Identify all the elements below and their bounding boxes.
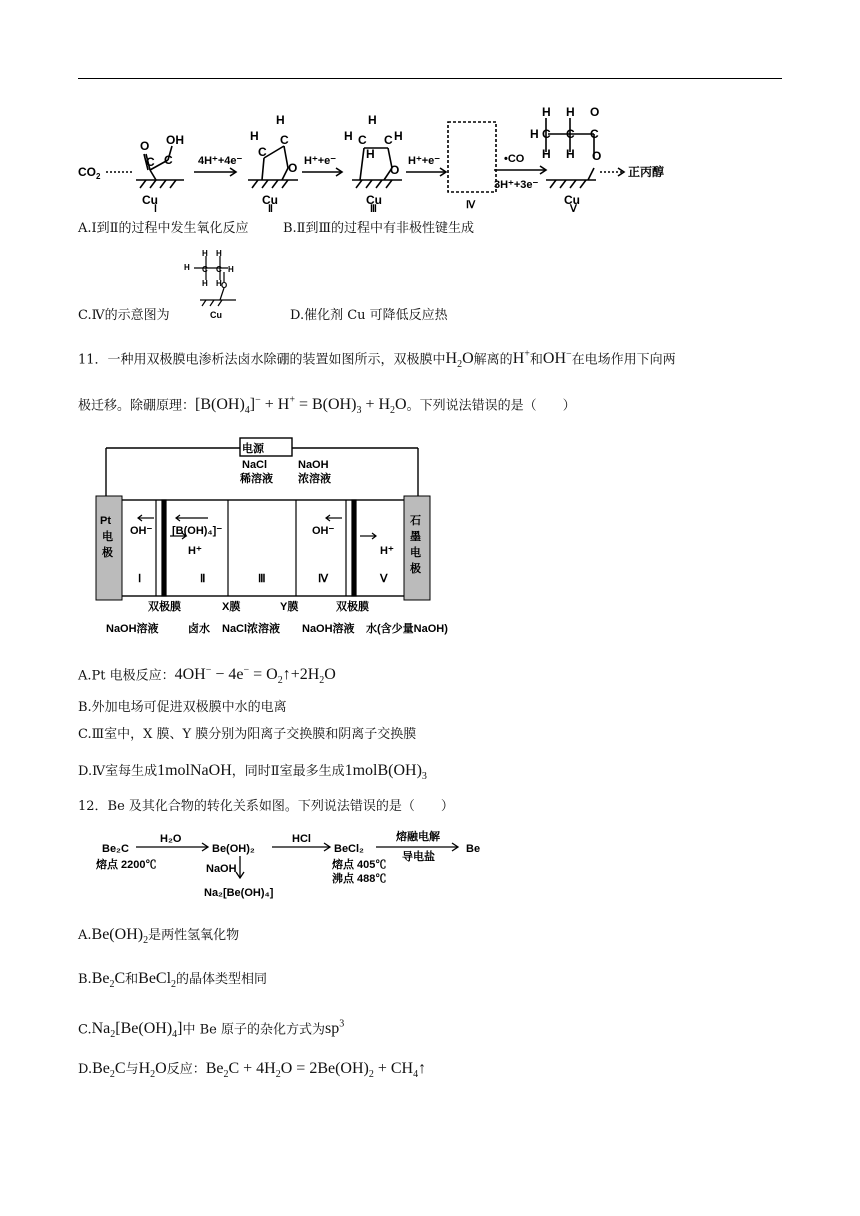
q10-option-c-structure <box>180 248 240 320</box>
header-rule <box>78 78 782 79</box>
svg-text:NaOH溶液: NaOH溶液 <box>106 623 159 635</box>
svg-text:H⁺+e⁻: H⁺+e⁻ <box>304 155 337 167</box>
svg-text:Cu: Cu <box>564 193 580 207</box>
svg-text:Ⅴ: Ⅴ <box>570 204 577 212</box>
svg-text:H: H <box>542 147 551 161</box>
svg-text:O: O <box>592 149 602 163</box>
svg-text:NaOH溶液: NaOH溶液 <box>302 623 355 635</box>
q10-option-c[interactable]: C.Ⅳ的示意图为 <box>78 308 170 323</box>
svg-text:H: H <box>216 249 222 258</box>
q12-option-d[interactable]: $D.Be_2C$与$H_2O$反应：$Be_2C + 4H_2O = 2Be(OH)_2$ + $CH_4↑$ <box>78 1060 427 1081</box>
svg-text:Be: Be <box>466 843 481 855</box>
q10-reaction-scheme <box>76 100 716 212</box>
svg-text:H: H <box>366 147 375 161</box>
svg-text:C: C <box>358 133 367 147</box>
svg-text:C: C <box>542 127 551 141</box>
svg-text:C: C <box>216 265 222 274</box>
q11-option-a[interactable]: A.Pt 电极反应：$4OH^- - 4e^- = O_2↑+2H_2O$ <box>78 665 336 687</box>
svg-text:H: H <box>368 113 377 127</box>
svg-text:H⁺: H⁺ <box>188 545 202 557</box>
co2-label: CO <box>78 165 96 179</box>
svg-text:Ⅱ: Ⅱ <box>200 573 206 585</box>
svg-text:Ⅰ: Ⅰ <box>138 573 142 585</box>
svg-text:H⁺: H⁺ <box>380 545 394 557</box>
svg-text:Y膜: Y膜 <box>280 601 299 613</box>
svg-text:3H⁺+3e⁻: 3H⁺+3e⁻ <box>494 179 539 191</box>
svg-text:H: H <box>250 129 259 143</box>
svg-text:NaCl: NaCl <box>242 459 268 471</box>
q12-beryllium-scheme <box>96 826 496 902</box>
svg-text:Na₂[Be(OH)₄]: Na₂[Be(OH)₄] <box>204 887 274 899</box>
svg-text:稀溶液: 稀溶液 <box>240 473 273 485</box>
arrow1-label: 4H⁺+4e⁻ <box>198 155 243 167</box>
q10-option-d[interactable]: D.催化剂 Cu 可降低反应热 <box>290 308 448 323</box>
q12-option-a[interactable]: $A.Be(OH)_2$是两性氢氧化物 <box>78 926 240 947</box>
svg-text:Ⅳ: Ⅳ <box>466 200 476 211</box>
svg-text:熔融电解: 熔融电解 <box>396 831 440 843</box>
q11-stem-line1: 11．一种用双极膜电渗析法卤水除硼的装置如图所示，双极膜中$H_2O$解离的H+和OH−在电场作用下向两 <box>78 349 676 371</box>
svg-text:极: 极 <box>410 563 421 575</box>
svg-text:NaOH: NaOH <box>298 459 329 471</box>
svg-text:C: C <box>146 155 155 169</box>
svg-text:H: H <box>566 147 575 161</box>
svg-text:O: O <box>221 281 228 290</box>
svg-text:双极膜: 双极膜 <box>336 601 369 613</box>
svg-text:BeCl₂: BeCl₂ <box>334 843 364 855</box>
svg-text:Ⅱ: Ⅱ <box>268 204 273 212</box>
svg-text:H⁺+e⁻: H⁺+e⁻ <box>408 155 441 167</box>
svg-text:沸点 488℃: 沸点 488℃ <box>332 873 387 885</box>
svg-text:C: C <box>566 127 575 141</box>
q11-stem-line2: 极迁移。除硼原理：$[B(OH)_4]^- + H^+ = B(OH)_3 + H_2O$。下列说法错误的是（ ） <box>78 395 576 417</box>
svg-text:H: H <box>542 105 551 119</box>
svg-text:C: C <box>384 133 393 147</box>
q11-option-c[interactable]: C.Ⅲ室中，X 膜、Y 膜分别为阳离子交换膜和阴离子交换膜 <box>78 727 417 742</box>
q12-option-c[interactable]: $C.Na_2[Be(OH)_4]$中 Be 原子的杂化方式为$sp^3$ <box>78 1019 345 1041</box>
svg-text:Ⅴ: Ⅴ <box>380 573 388 585</box>
svg-text:C: C <box>280 133 289 147</box>
svg-text:H: H <box>276 113 285 127</box>
svg-text:墨: 墨 <box>410 531 421 543</box>
svg-text:Be(OH)₂: Be(OH)₂ <box>212 843 255 855</box>
svg-text:H: H <box>344 129 353 143</box>
svg-text:H: H <box>216 279 222 288</box>
svg-text:H: H <box>394 129 403 143</box>
svg-text:Ⅲ: Ⅲ <box>258 573 266 585</box>
svg-text:O: O <box>288 161 298 175</box>
cu-label-1: Cu <box>142 193 158 207</box>
svg-text:石: 石 <box>410 515 421 527</box>
svg-text:H: H <box>228 265 234 274</box>
product-label: 正丙醇 <box>628 165 665 179</box>
svg-text:卤水: 卤水 <box>188 623 210 635</box>
svg-text:H: H <box>530 127 539 141</box>
svg-text:O: O <box>590 105 600 119</box>
svg-text:C: C <box>202 265 208 274</box>
svg-text:H: H <box>202 249 208 258</box>
svg-text:O: O <box>390 163 400 177</box>
svg-text:Pt: Pt <box>100 515 111 527</box>
svg-text:OH⁻: OH⁻ <box>130 525 153 537</box>
svg-text:Be₂C: Be₂C <box>102 843 129 855</box>
svg-text:•CO: •CO <box>504 153 525 165</box>
svg-text:极: 极 <box>102 547 113 559</box>
svg-text:H: H <box>184 263 190 272</box>
svg-text:Ⅳ: Ⅳ <box>318 573 329 585</box>
svg-text:熔点 405℃: 熔点 405℃ <box>332 859 387 871</box>
svg-text:OH⁻: OH⁻ <box>312 525 335 537</box>
svg-text:NaOH: NaOH <box>206 863 237 875</box>
svg-text:电: 电 <box>102 531 113 543</box>
svg-text:H: H <box>566 105 575 119</box>
svg-text:HCl: HCl <box>292 833 311 845</box>
svg-text:电: 电 <box>410 547 421 559</box>
svg-text:H₂O: H₂O <box>160 833 182 845</box>
svg-text:Cu: Cu <box>366 193 382 207</box>
svg-text:C: C <box>164 153 173 167</box>
svg-text:H: H <box>202 279 208 288</box>
q12-stem: 12．Be 及其化合物的转化关系如图。下列说法错误的是（ ） <box>78 799 454 814</box>
svg-text:2: 2 <box>96 172 101 181</box>
svg-text:[B(OH)₄]⁻: [B(OH)₄]⁻ <box>172 525 223 537</box>
svg-text:水(含少量NaOH): 水(含少量NaOH) <box>366 623 448 635</box>
q11-option-b[interactable]: B.外加电场可促进双极膜中水的电离 <box>78 700 287 715</box>
svg-text:熔点 2200℃: 熔点 2200℃ <box>96 859 157 871</box>
svg-text:C: C <box>590 127 599 141</box>
q11-option-d[interactable]: D.Ⅳ室每生成1molNaOH，同时Ⅱ室最多生成$1molB(OH)_3$ <box>78 762 427 783</box>
svg-text:OH: OH <box>166 133 184 147</box>
q10-option-b[interactable]: B.Ⅱ到Ⅲ的过程中有非极性键生成 <box>283 221 475 236</box>
svg-text:X膜: X膜 <box>222 601 241 613</box>
power-label: 电源 <box>242 443 264 455</box>
svg-text:双极膜: 双极膜 <box>148 601 181 613</box>
svg-text:Cu: Cu <box>262 193 278 207</box>
svg-text:C: C <box>258 145 267 159</box>
svg-text:O: O <box>140 139 150 153</box>
q10-option-a[interactable]: A.Ⅰ到Ⅱ的过程中发生氧化反应 <box>78 221 249 236</box>
q12-option-b[interactable]: $B.Be_2C$和BeCl$_2$的晶体类型相同 <box>78 970 268 991</box>
svg-text:Cu: Cu <box>210 310 222 320</box>
svg-text:Ⅲ: Ⅲ <box>370 204 377 212</box>
svg-text:NaCl浓溶液: NaCl浓溶液 <box>222 623 281 635</box>
svg-text:导电盐: 导电盐 <box>402 851 435 863</box>
q11-electrodialysis-diagram <box>92 434 462 640</box>
svg-text:浓溶液: 浓溶液 <box>298 473 331 485</box>
stage-label-1: Ⅰ <box>154 204 157 212</box>
